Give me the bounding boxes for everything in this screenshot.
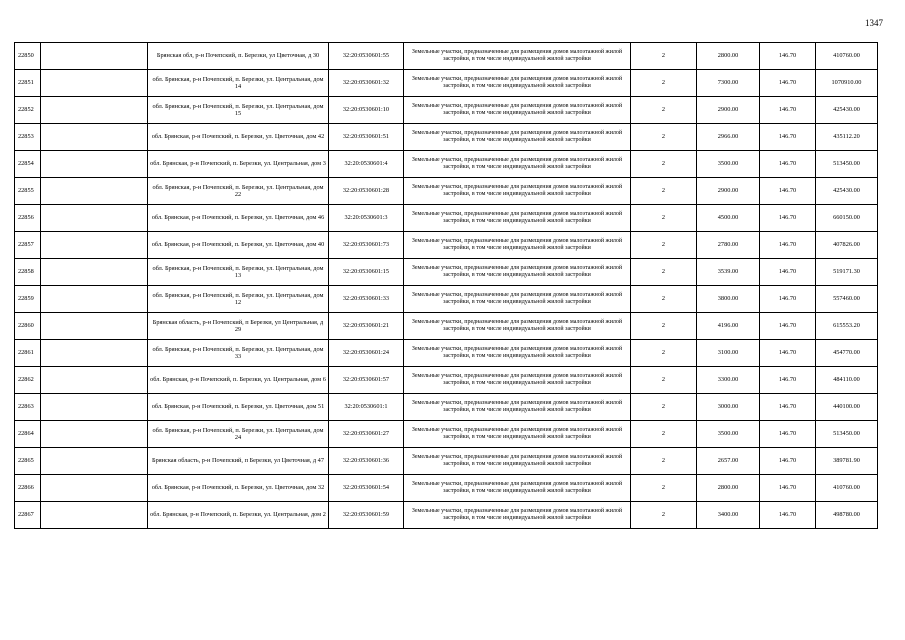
land-use-cell: Земельные участки, предназначенные для размещения домов малоэтажной жилой застройки, в том числе индивидуальной жилой застройки — [404, 448, 631, 475]
cadastral-number-cell: 32:20:0530601:57 — [329, 367, 404, 394]
cadastral-number-cell: 32:20:0530601:3 — [329, 205, 404, 232]
cadastral-value-cell: 660150.00 — [816, 205, 878, 232]
land-use-cell: Земельные участки, предназначенные для размещения домов малоэтажной жилой застройки, в том числе индивидуальной жилой застройки — [404, 232, 631, 259]
table-body — [15, 43, 878, 529]
table-row — [15, 313, 878, 340]
specific-value-cell: 146.70 — [760, 259, 816, 286]
spacer-cell — [41, 367, 148, 394]
cadastral-value-cell: 425430.00 — [816, 97, 878, 124]
address-cell: обл. Брянская, р-н Почепский, п. Березки, ул. Цветочная, дом 32 — [148, 475, 329, 502]
row-number-cell: 22866 — [15, 475, 41, 502]
row-number-cell: 22862 — [15, 367, 41, 394]
address-cell: обл. Брянская, р-н Почепский, п. Березки, ул. Центральная, дом 12 — [148, 286, 329, 313]
spacer-cell — [41, 421, 148, 448]
area-cell: 3300.00 — [697, 367, 760, 394]
specific-value-cell: 146.70 — [760, 502, 816, 529]
area-cell: 2780.00 — [697, 232, 760, 259]
row-number-cell: 22865 — [15, 448, 41, 475]
group-cell: 2 — [631, 70, 697, 97]
spacer-cell — [41, 232, 148, 259]
specific-value-cell: 146.70 — [760, 97, 816, 124]
specific-value-cell: 146.70 — [760, 43, 816, 70]
cadastral-number-cell: 32:20:0530601:21 — [329, 313, 404, 340]
row-number-cell: 22857 — [15, 232, 41, 259]
specific-value-cell: 146.70 — [760, 448, 816, 475]
spacer-cell — [41, 205, 148, 232]
group-cell: 2 — [631, 151, 697, 178]
group-cell: 2 — [631, 475, 697, 502]
table-row — [15, 367, 878, 394]
cadastral-value-cell: 484110.00 — [816, 367, 878, 394]
specific-value-cell: 146.70 — [760, 394, 816, 421]
specific-value-cell: 146.70 — [760, 178, 816, 205]
spacer-cell — [41, 340, 148, 367]
cadastral-value-cell: 407826.00 — [816, 232, 878, 259]
address-cell: обл. Брянская, р-н Почепский, п. Березки, ул. Центральная, дом 15 — [148, 97, 329, 124]
cadastral-value-cell: 498780.00 — [816, 502, 878, 529]
spacer-cell — [41, 286, 148, 313]
address-cell: обл. Брянская, р-н Почепский, п. Березки, ул. Цветочная, дом 42 — [148, 124, 329, 151]
spacer-cell — [41, 394, 148, 421]
table-row — [15, 205, 878, 232]
cadastral-value-cell: 389781.90 — [816, 448, 878, 475]
area-cell: 3500.00 — [697, 421, 760, 448]
cadastral-number-cell: 32:20:0530601:54 — [329, 475, 404, 502]
cadastral-value-cell: 513450.00 — [816, 421, 878, 448]
cadastral-number-cell: 32:20:0530601:73 — [329, 232, 404, 259]
row-number-cell: 22858 — [15, 259, 41, 286]
table-row — [15, 124, 878, 151]
table-row — [15, 286, 878, 313]
land-use-cell: Земельные участки, предназначенные для размещения домов малоэтажной жилой застройки, в том числе индивидуальной жилой застройки — [404, 502, 631, 529]
address-cell: Брянская обл, р-н Почепский, п. Березки, ул Цветочная, д 30 — [148, 43, 329, 70]
specific-value-cell: 146.70 — [760, 124, 816, 151]
cadastral-value-cell: 513450.00 — [816, 151, 878, 178]
address-cell: обл. Брянская, р-н Почепский, п. Березки, ул. Центральная, дом 24 — [148, 421, 329, 448]
cadastral-number-cell: 32:20:0530601:36 — [329, 448, 404, 475]
land-use-cell: Земельные участки, предназначенные для размещения домов малоэтажной жилой застройки, в том числе индивидуальной жилой застройки — [404, 313, 631, 340]
row-number-cell: 22854 — [15, 151, 41, 178]
row-number-cell: 22864 — [15, 421, 41, 448]
address-cell: обл. Брянская, р-н Почепский, п. Березки, ул. Центральная, дом 33 — [148, 340, 329, 367]
spacer-cell — [41, 313, 148, 340]
specific-value-cell: 146.70 — [760, 70, 816, 97]
specific-value-cell: 146.70 — [760, 205, 816, 232]
cadastral-number-cell: 32:20:0530601:4 — [329, 151, 404, 178]
group-cell: 2 — [631, 421, 697, 448]
address-cell: обл. Брянская, р-н Почепский, п. Березки, ул. Центральная, дом 6 — [148, 367, 329, 394]
land-use-cell: Земельные участки, предназначенные для размещения домов малоэтажной жилой застройки, в том числе индивидуальной жилой застройки — [404, 421, 631, 448]
row-number-cell: 22867 — [15, 502, 41, 529]
address-cell: Брянская область, р-н Почепский, п Березки, ул Центральная, д 29 — [148, 313, 329, 340]
table-row — [15, 475, 878, 502]
spacer-cell — [41, 502, 148, 529]
specific-value-cell: 146.70 — [760, 232, 816, 259]
area-cell: 2900.00 — [697, 97, 760, 124]
land-use-cell: Земельные участки, предназначенные для размещения домов малоэтажной жилой застройки, в том числе индивидуальной жилой застройки — [404, 124, 631, 151]
address-cell: обл. Брянская, р-н Почепский, п. Березки, ул. Центральная, дом 14 — [148, 70, 329, 97]
row-number-cell: 22863 — [15, 394, 41, 421]
address-cell: обл. Брянская, р-н Почепский, п. Березки, ул. Цветочная, дом 40 — [148, 232, 329, 259]
table-row — [15, 259, 878, 286]
land-use-cell: Земельные участки, предназначенные для размещения домов малоэтажной жилой застройки, в том числе индивидуальной жилой застройки — [404, 43, 631, 70]
specific-value-cell: 146.70 — [760, 475, 816, 502]
area-cell: 2900.00 — [697, 178, 760, 205]
address-cell: обл. Брянская, р-н Почепский, п. Березки, ул. Центральная, дом 2 — [148, 502, 329, 529]
spacer-cell — [41, 448, 148, 475]
land-use-cell: Земельные участки, предназначенные для размещения домов малоэтажной жилой застройки, в том числе индивидуальной жилой застройки — [404, 97, 631, 124]
cadastral-number-cell: 32:20:0530601:32 — [329, 70, 404, 97]
spacer-cell — [41, 259, 148, 286]
specific-value-cell: 146.70 — [760, 340, 816, 367]
table-row — [15, 421, 878, 448]
group-cell: 2 — [631, 97, 697, 124]
area-cell: 3800.00 — [697, 286, 760, 313]
address-cell: обл. Брянская, р-н Почепский, п. Березки, ул. Центральная, дом 3 — [148, 151, 329, 178]
table-row — [15, 70, 878, 97]
area-cell: 3539.00 — [697, 259, 760, 286]
row-number-cell: 22852 — [15, 97, 41, 124]
table-row — [15, 232, 878, 259]
group-cell: 2 — [631, 43, 697, 70]
area-cell: 3400.00 — [697, 502, 760, 529]
cadastral-value-cell: 1070910.00 — [816, 70, 878, 97]
area-cell: 2966.00 — [697, 124, 760, 151]
table-row — [15, 43, 878, 70]
land-use-cell: Земельные участки, предназначенные для размещения домов малоэтажной жилой застройки, в том числе индивидуальной жилой застройки — [404, 205, 631, 232]
cadastral-number-cell: 32:20:0530601:27 — [329, 421, 404, 448]
group-cell: 2 — [631, 394, 697, 421]
address-cell: обл. Брянская, р-н Почепский, п. Березки, ул. Цветочная, дом 46 — [148, 205, 329, 232]
cadastral-value-table — [14, 42, 878, 529]
table-row — [15, 448, 878, 475]
land-use-cell: Земельные участки, предназначенные для размещения домов малоэтажной жилой застройки, в том числе индивидуальной жилой застройки — [404, 70, 631, 97]
cadastral-number-cell: 32:20:0530601:51 — [329, 124, 404, 151]
spacer-cell — [41, 43, 148, 70]
cadastral-value-cell: 435112.20 — [816, 124, 878, 151]
row-number-cell: 22861 — [15, 340, 41, 367]
specific-value-cell: 146.70 — [760, 286, 816, 313]
area-cell: 2800.00 — [697, 475, 760, 502]
cadastral-value-cell: 410760.00 — [816, 475, 878, 502]
cadastral-number-cell: 32:20:0530601:28 — [329, 178, 404, 205]
spacer-cell — [41, 97, 148, 124]
page-number: 1347 — [865, 18, 883, 28]
cadastral-value-cell: 557460.00 — [816, 286, 878, 313]
table-row — [15, 340, 878, 367]
address-cell: Брянская область, р-н Почепский, п Березки, ул Цветочная, д 47 — [148, 448, 329, 475]
area-cell: 7300.00 — [697, 70, 760, 97]
cadastral-value-cell: 615553.20 — [816, 313, 878, 340]
spacer-cell — [41, 151, 148, 178]
area-cell: 3100.00 — [697, 340, 760, 367]
row-number-cell: 22851 — [15, 70, 41, 97]
row-number-cell: 22856 — [15, 205, 41, 232]
row-number-cell: 22850 — [15, 43, 41, 70]
group-cell: 2 — [631, 232, 697, 259]
land-use-cell: Земельные участки, предназначенные для размещения домов малоэтажной жилой застройки, в том числе индивидуальной жилой застройки — [404, 394, 631, 421]
spacer-cell — [41, 475, 148, 502]
group-cell: 2 — [631, 205, 697, 232]
address-cell: обл. Брянская, р-н Почепский, п. Березки, ул. Центральная, дом 22 — [148, 178, 329, 205]
area-cell: 3000.00 — [697, 394, 760, 421]
table-row — [15, 178, 878, 205]
area-cell: 4196.00 — [697, 313, 760, 340]
group-cell: 2 — [631, 313, 697, 340]
area-cell: 3500.00 — [697, 151, 760, 178]
table-row — [15, 97, 878, 124]
row-number-cell: 22860 — [15, 313, 41, 340]
table-row — [15, 502, 878, 529]
group-cell: 2 — [631, 259, 697, 286]
row-number-cell: 22855 — [15, 178, 41, 205]
land-use-cell: Земельные участки, предназначенные для размещения домов малоэтажной жилой застройки, в том числе индивидуальной жилой застройки — [404, 340, 631, 367]
address-cell: обл. Брянская, р-н Почепский, п. Березки, ул. Центральная, дом 13 — [148, 259, 329, 286]
address-cell: обл. Брянская, р-н Почепский, п. Березки, ул. Цветочная, дом 51 — [148, 394, 329, 421]
cadastral-value-cell: 440100.00 — [816, 394, 878, 421]
cadastral-number-cell: 32:20:0530601:10 — [329, 97, 404, 124]
group-cell: 2 — [631, 178, 697, 205]
row-number-cell: 22853 — [15, 124, 41, 151]
cadastral-number-cell: 32:20:0530601:33 — [329, 286, 404, 313]
land-use-cell: Земельные участки, предназначенные для размещения домов малоэтажной жилой застройки, в том числе индивидуальной жилой застройки — [404, 178, 631, 205]
cadastral-value-cell: 425430.00 — [816, 178, 878, 205]
cadastral-value-cell: 410760.00 — [816, 43, 878, 70]
group-cell: 2 — [631, 448, 697, 475]
land-use-cell: Земельные участки, предназначенные для размещения домов малоэтажной жилой застройки, в том числе индивидуальной жилой застройки — [404, 475, 631, 502]
cadastral-number-cell: 32:20:0530601:15 — [329, 259, 404, 286]
spacer-cell — [41, 178, 148, 205]
specific-value-cell: 146.70 — [760, 313, 816, 340]
area-cell: 4500.00 — [697, 205, 760, 232]
specific-value-cell: 146.70 — [760, 367, 816, 394]
group-cell: 2 — [631, 367, 697, 394]
group-cell: 2 — [631, 124, 697, 151]
land-use-cell: Земельные участки, предназначенные для размещения домов малоэтажной жилой застройки, в том числе индивидуальной жилой застройки — [404, 259, 631, 286]
cadastral-number-cell: 32:20:0530601:24 — [329, 340, 404, 367]
cadastral-value-cell: 519171.30 — [816, 259, 878, 286]
land-use-cell: Земельные участки, предназначенные для размещения домов малоэтажной жилой застройки, в том числе индивидуальной жилой застройки — [404, 151, 631, 178]
spacer-cell — [41, 70, 148, 97]
land-use-cell: Земельные участки, предназначенные для размещения домов малоэтажной жилой застройки, в том числе индивидуальной жилой застройки — [404, 367, 631, 394]
cadastral-number-cell: 32:20:0530601:1 — [329, 394, 404, 421]
table-row — [15, 394, 878, 421]
table-row — [15, 151, 878, 178]
cadastral-value-cell: 454770.00 — [816, 340, 878, 367]
cadastral-number-cell: 32:20:0530601:55 — [329, 43, 404, 70]
area-cell: 2800.00 — [697, 43, 760, 70]
row-number-cell: 22859 — [15, 286, 41, 313]
cadastral-number-cell: 32:20:0530601:59 — [329, 502, 404, 529]
spacer-cell — [41, 124, 148, 151]
specific-value-cell: 146.70 — [760, 151, 816, 178]
specific-value-cell: 146.70 — [760, 421, 816, 448]
area-cell: 2657.00 — [697, 448, 760, 475]
land-use-cell: Земельные участки, предназначенные для размещения домов малоэтажной жилой застройки, в том числе индивидуальной жилой застройки — [404, 286, 631, 313]
group-cell: 2 — [631, 502, 697, 529]
group-cell: 2 — [631, 286, 697, 313]
group-cell: 2 — [631, 340, 697, 367]
